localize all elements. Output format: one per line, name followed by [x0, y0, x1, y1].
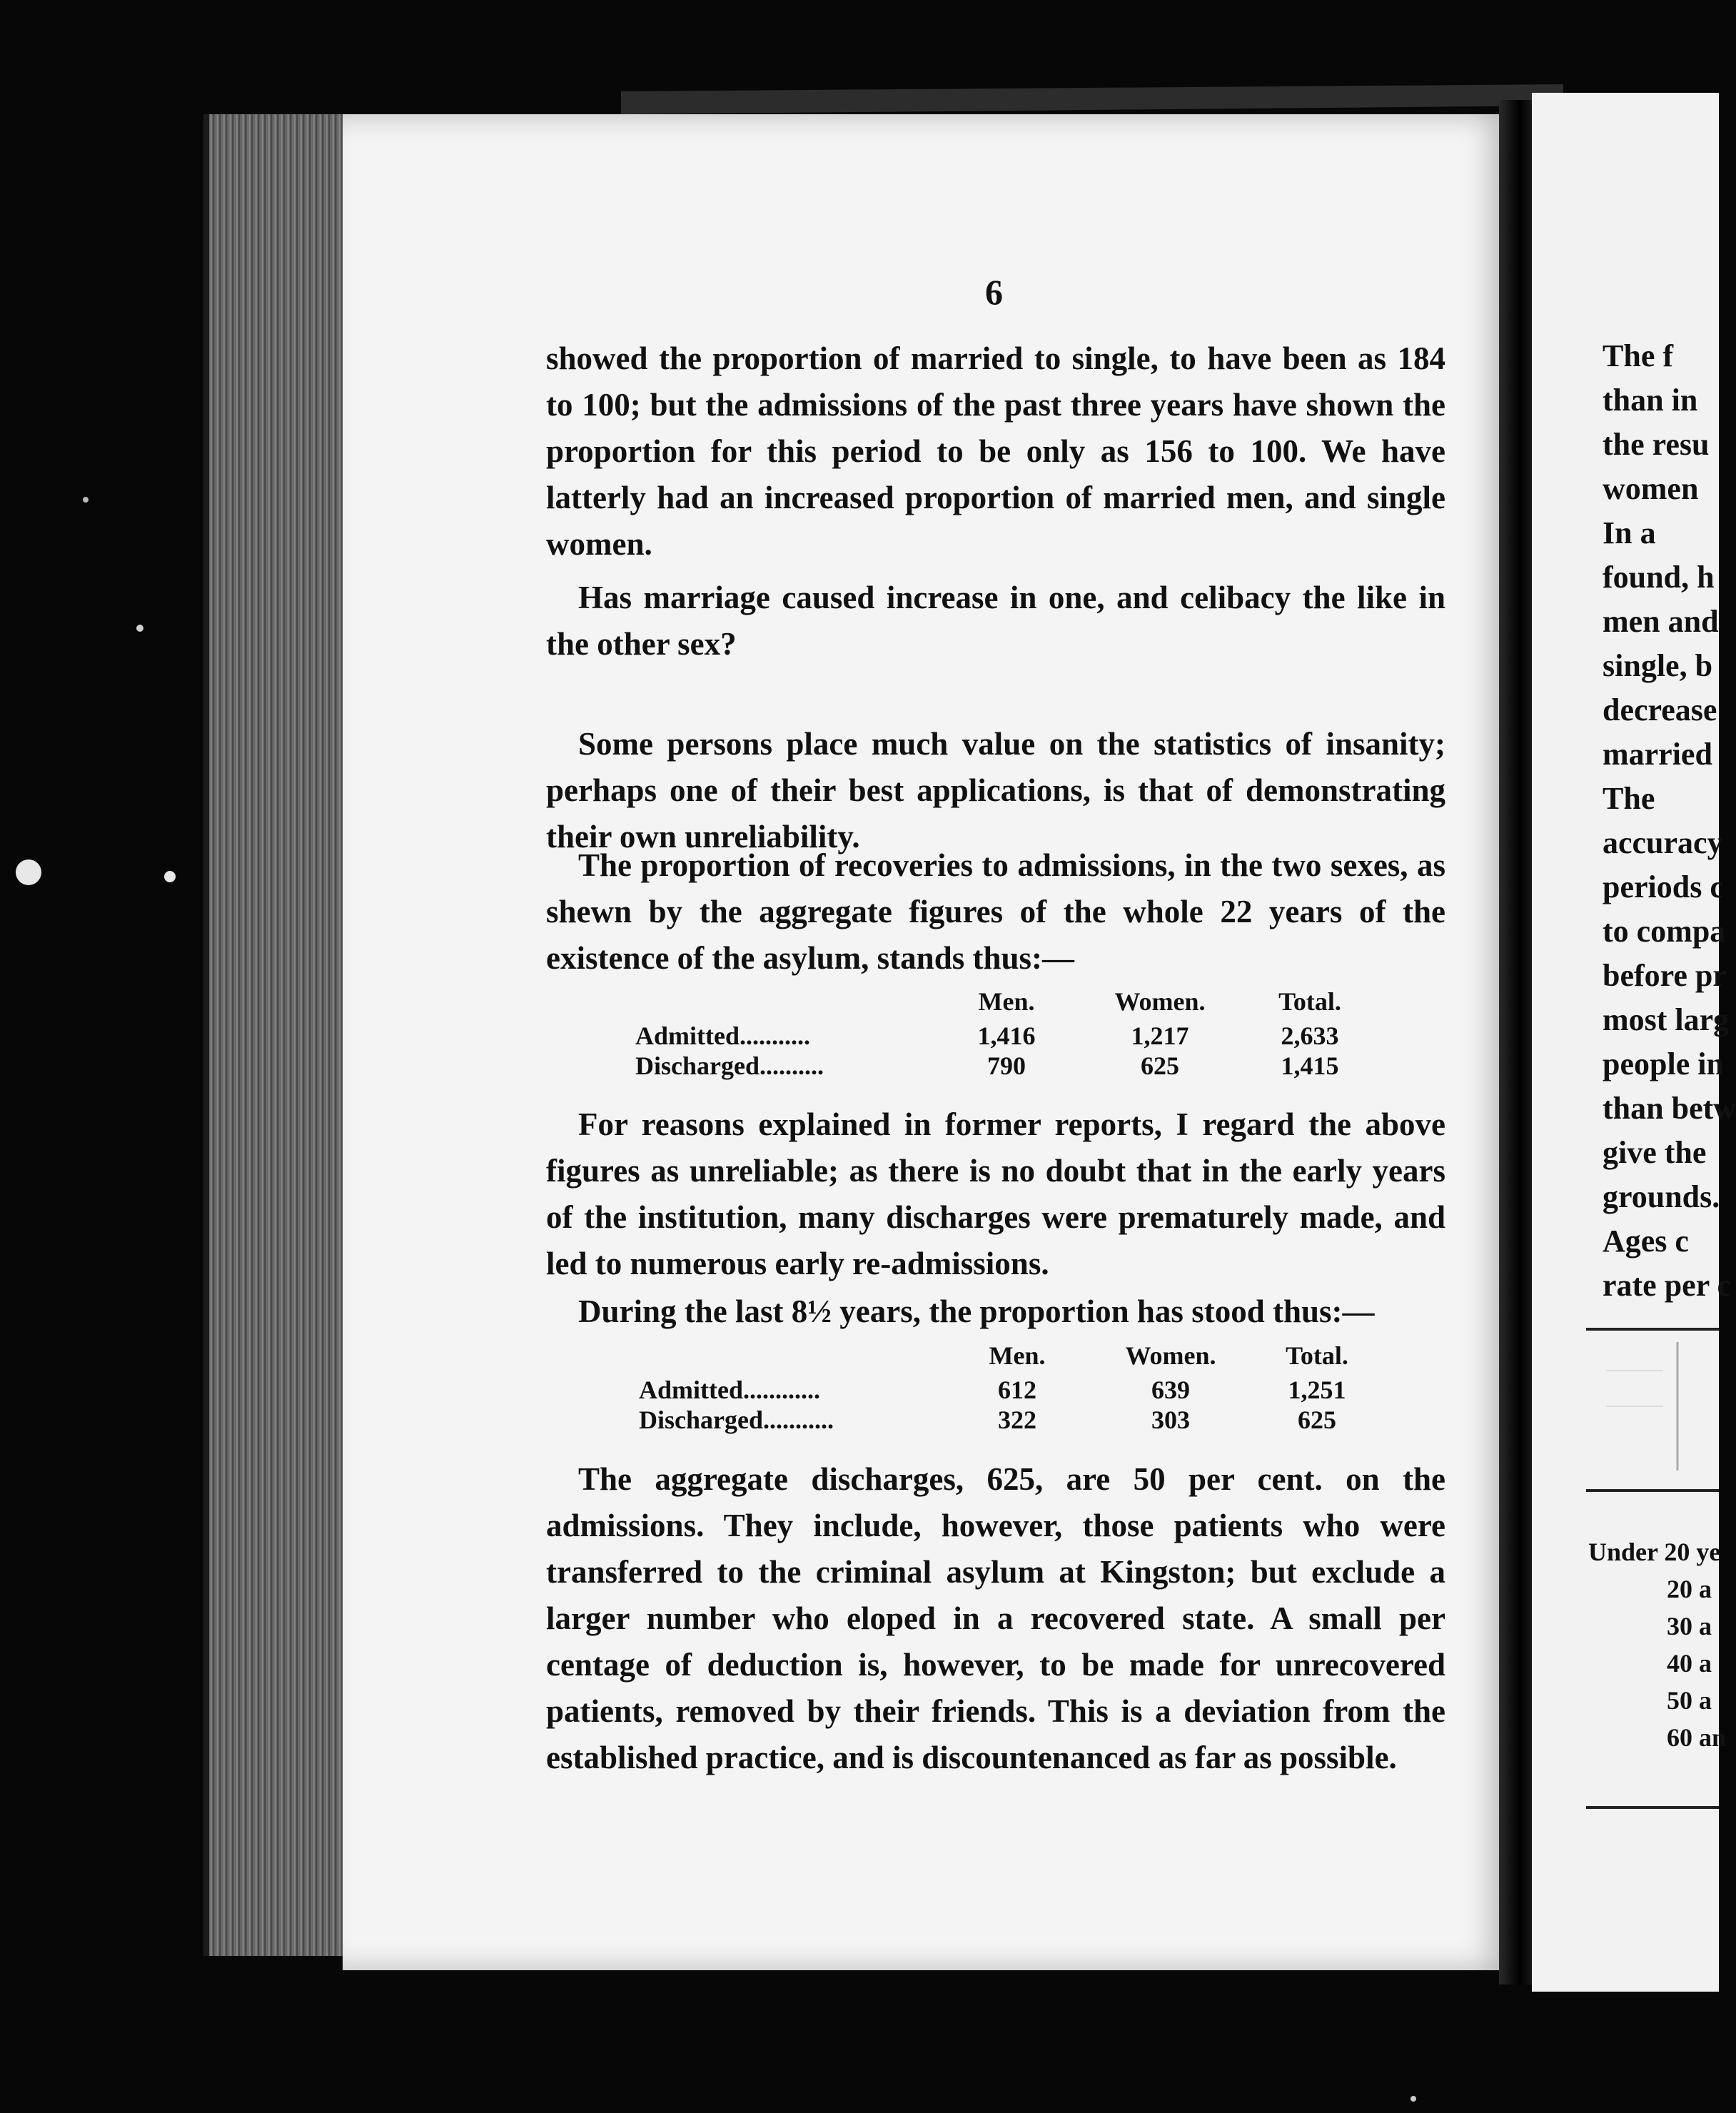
cell-men: 790 [987, 1052, 1026, 1080]
right-page-text [1603, 334, 1736, 1308]
right-line: The [1603, 781, 1655, 816]
cell-total: 1,251 [1288, 1376, 1346, 1404]
right-line: the resu [1603, 427, 1710, 462]
right-line: found, h [1603, 560, 1715, 595]
page-number: 6 [985, 272, 1003, 312]
cell-men: 1,416 [977, 1022, 1036, 1050]
paragraph-2 [546, 575, 1445, 667]
table-header-row [639, 1341, 1381, 1375]
paragraph-5-text: For reasons explained in former reports, I regard the above figures as unreliable; as there is no doubt that in the early years of the institution, many discharges were prematurely made, and led to numerous early re-admissions. [546, 1106, 1445, 1281]
table-row [639, 1405, 1381, 1435]
right-table-row: 30 a [1667, 1612, 1712, 1640]
paragraph-1-text: showed the proportion of married to single, to have been as 184 to 100; but the admissions of the past three years have shown the proportion for this period to be only as 156 to 100. We have latterly had an increased proportion of married men, and single women. [546, 341, 1445, 562]
right-table-ghost-columns [1592, 1342, 1713, 1471]
cell-total: 1,415 [1281, 1052, 1339, 1080]
row-label: Admitted............ [639, 1376, 820, 1404]
right-line: give the [1603, 1135, 1707, 1170]
right-line: than in [1603, 383, 1698, 418]
right-table-header-rule [1586, 1489, 1719, 1492]
table-row [635, 1021, 1378, 1051]
col-total: Total. [1278, 987, 1341, 1016]
right-line: women [1603, 471, 1699, 506]
table-last-years [639, 1341, 1381, 1435]
book-gutter [1499, 100, 1533, 1985]
paragraph-3 [546, 721, 1445, 860]
right-table-row: 20 a [1667, 1575, 1712, 1603]
row-label: Discharged.......... [635, 1052, 824, 1080]
right-line: before pr [1603, 958, 1727, 993]
right-table-row: 60 an [1667, 1723, 1727, 1752]
col-men: Men. [978, 987, 1035, 1016]
table-row [635, 1051, 1378, 1081]
cell-women: 303 [1151, 1406, 1190, 1434]
right-page-table [1588, 1533, 1727, 1756]
right-line: to compa [1603, 914, 1726, 949]
right-line: married [1603, 737, 1712, 772]
row-label: Discharged........... [639, 1406, 834, 1434]
right-line: rate per c [1603, 1268, 1731, 1303]
right-line: periods c [1603, 869, 1724, 904]
cell-men: 612 [998, 1376, 1036, 1404]
paragraph-6 [546, 1289, 1445, 1335]
table-row [639, 1375, 1381, 1405]
cell-men: 322 [998, 1406, 1036, 1434]
right-line: decrease [1603, 692, 1717, 727]
cell-women: 1,217 [1131, 1022, 1189, 1050]
right-line: In a [1603, 515, 1656, 550]
right-table-top-rule [1586, 1328, 1719, 1331]
right-table-bottom-rule [1586, 1806, 1719, 1809]
paragraph-5 [546, 1101, 1445, 1287]
col-men: Men. [989, 1341, 1046, 1370]
paragraph-7 [546, 1456, 1445, 1781]
paragraph-3-text: Some persons place much value on the statistics of insanity; perhaps one of their best applications, is that of demonstrating their own unreliability. [546, 726, 1445, 854]
col-total: Total. [1286, 1341, 1348, 1370]
page-edge-stack [203, 114, 348, 1956]
table-all-years [635, 987, 1378, 1081]
right-line: most larg [1603, 1002, 1730, 1037]
paragraph-6-text: During the last 8½ years, the proportion has stood thus:— [578, 1293, 1375, 1329]
row-label: Admitted........... [635, 1022, 810, 1050]
right-line: Ages c [1603, 1224, 1689, 1259]
cell-total: 2,633 [1281, 1022, 1339, 1050]
right-table-row: Under 20 ye [1588, 1538, 1721, 1566]
right-line: people in [1603, 1047, 1724, 1081]
right-table-row: 50 a [1667, 1686, 1712, 1715]
paragraph-7-text: The aggregate discharges, 625, are 50 per cent. on the admissions. They include, however, those patients who were transferred to the criminal asylum at Kingston; but exclude a larger number who eloped in a recovered state. A small per centage of deduction is, however, to be made for unrecovered patients, removed by their friends. This is a deviation from the established practice, and is discountenanced as far as possible. [546, 1461, 1445, 1775]
paragraph-1 [546, 336, 1445, 568]
right-line: men and [1603, 604, 1719, 639]
paragraph-2-text: Has marriage caused increase in one, and celibacy the like in the other sex? [546, 580, 1445, 662]
col-women: Women. [1125, 1341, 1216, 1370]
table-header-row [635, 987, 1378, 1021]
col-women: Women. [1114, 987, 1206, 1016]
cell-total: 625 [1298, 1406, 1336, 1434]
paragraph-4 [546, 842, 1445, 982]
right-line: accuracy [1603, 825, 1723, 860]
cell-women: 639 [1151, 1376, 1190, 1404]
right-line: than betw [1603, 1091, 1736, 1126]
paragraph-4-text: The proportion of recoveries to admissions, in the two sexes, as shewn by the aggregate figures of the whole 22 years of the existence of the asylum, stands thus:— [546, 847, 1445, 976]
cell-women: 625 [1141, 1052, 1179, 1080]
scan-speck-left [16, 859, 41, 885]
scan-speck-mid [164, 871, 176, 882]
right-line: The f [1603, 338, 1673, 373]
right-line: grounds. [1603, 1179, 1720, 1214]
right-line: single, b [1603, 648, 1713, 683]
right-table-row: 40 a [1667, 1649, 1712, 1678]
